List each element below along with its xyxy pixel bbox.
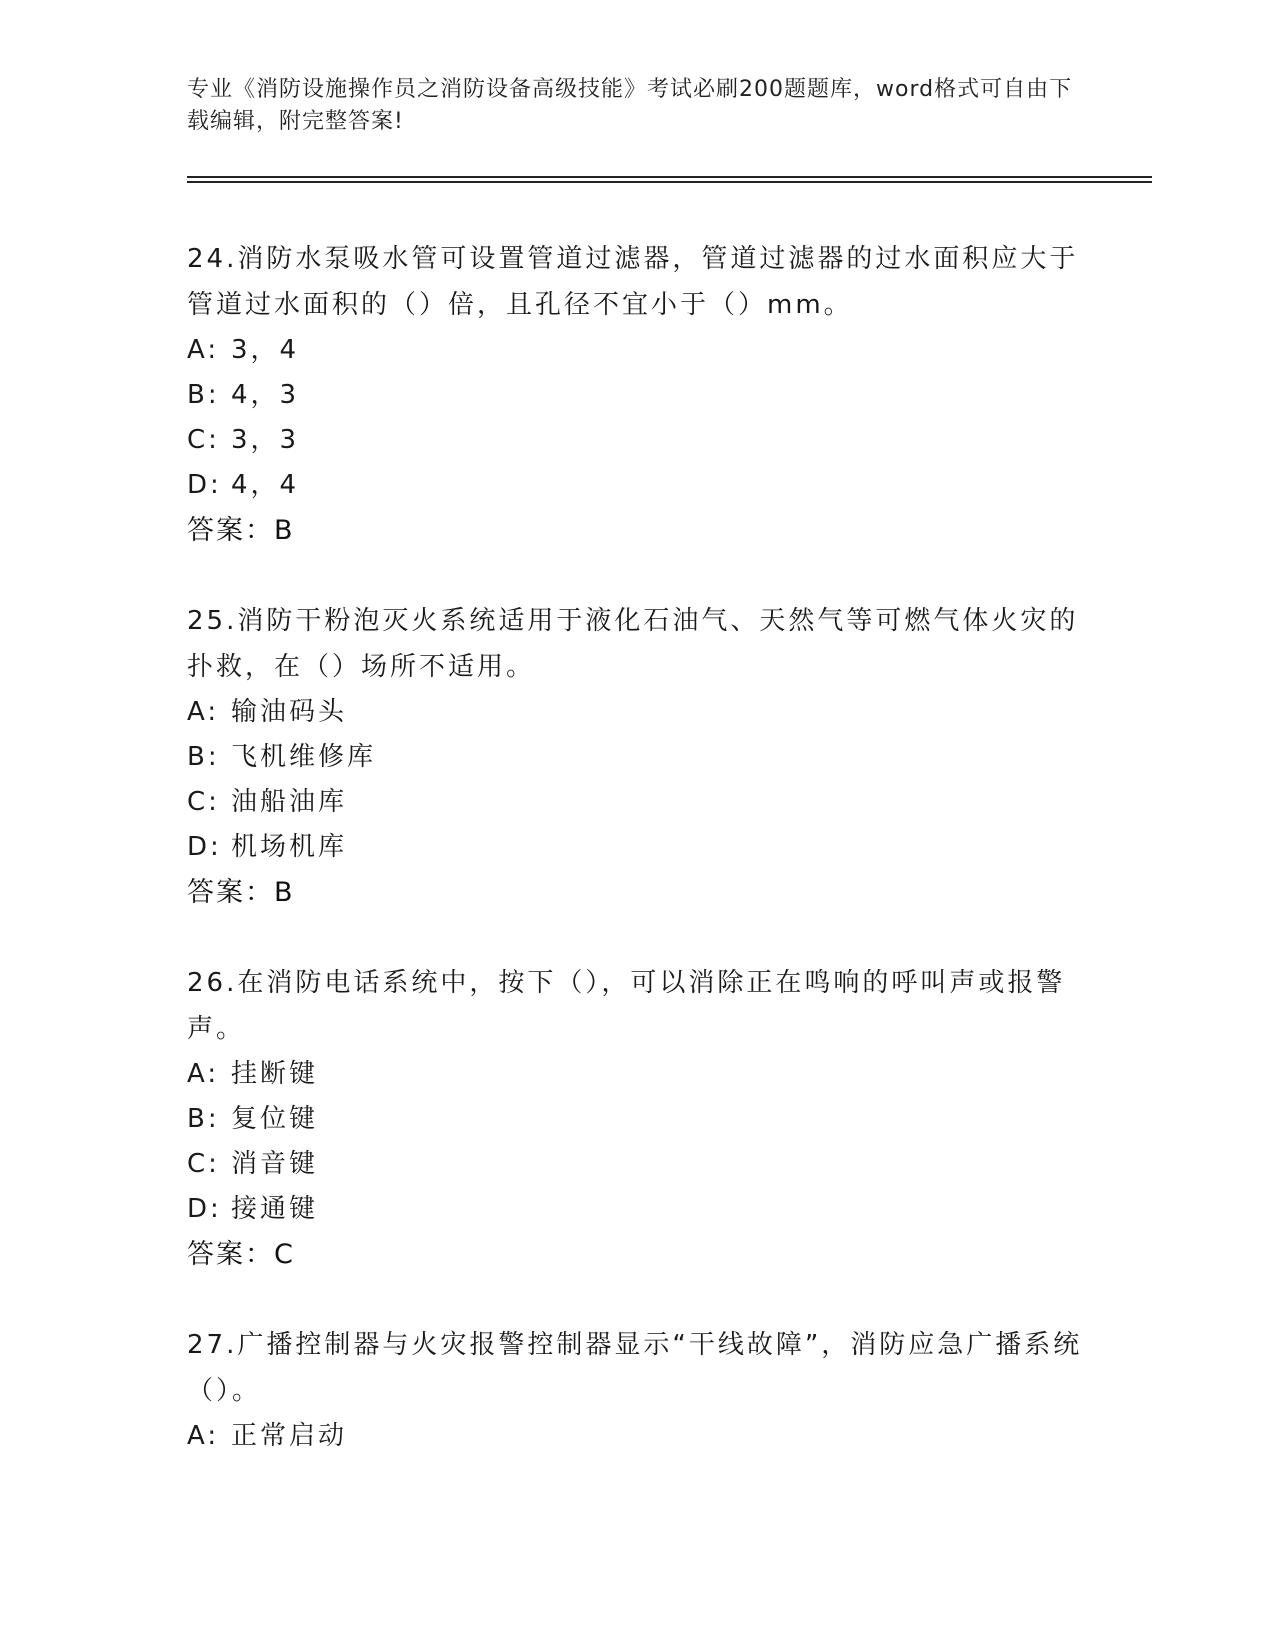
question-stem: 26.在消防电话系统中，按下（），可以消除正在鸣响的呼叫声或报警声。 — [187, 968, 1066, 1044]
option-letter: A: — [187, 697, 220, 727]
question-stem: 24.消防水泵吸水管可设置管道过滤器，管道过滤器的过水面积应大于管道过水面积的（）倍，且孔径不宜小于（）mm。 — [187, 244, 1079, 320]
question-stem: 27.广播控制器与火灾报警控制器显示“干线故障”，消防应急广播系统（）。 — [187, 1330, 1083, 1406]
question-list — [187, 236, 1087, 1503]
option-letter: A: — [187, 1059, 220, 1089]
option-letter: D: — [187, 1194, 222, 1224]
header-divider-top — [187, 176, 1152, 178]
option-letter: C: — [187, 425, 220, 455]
option-text: 消音键 — [231, 1149, 319, 1179]
answer-line: 答案：C — [187, 1239, 295, 1270]
question-25 — [187, 598, 1087, 916]
option-text: 飞机维修库 — [231, 742, 377, 772]
option-c — [187, 1142, 1087, 1187]
option-letter: B: — [187, 742, 220, 772]
option-a — [187, 1052, 1087, 1097]
option-letter: B: — [187, 380, 220, 410]
option-c — [187, 780, 1087, 825]
option-text: 挂断键 — [231, 1059, 319, 1089]
option-text: 3，4 — [231, 335, 300, 365]
option-a — [187, 690, 1087, 735]
option-letter: C: — [187, 1149, 220, 1179]
question-27 — [187, 1322, 1087, 1459]
option-text: 机场机库 — [231, 832, 348, 862]
option-a — [187, 328, 1087, 373]
option-letter: A: — [187, 1421, 220, 1451]
option-b — [187, 735, 1087, 780]
option-letter: D: — [187, 470, 222, 500]
option-text: 输油码头 — [231, 697, 348, 727]
option-text: 正常启动 — [231, 1421, 348, 1451]
document-header: 专业《消防设施操作员之消防设备高级技能》考试必刷200题题库，word格式可自由下载编辑，附完整答案! — [187, 77, 1073, 134]
option-letter: A: — [187, 335, 220, 365]
option-letter: B: — [187, 1104, 220, 1134]
option-b — [187, 373, 1087, 418]
option-d — [187, 1187, 1087, 1232]
option-text: 油船油库 — [231, 787, 348, 817]
option-b — [187, 1097, 1087, 1142]
option-text: 接通键 — [231, 1194, 319, 1224]
option-c — [187, 418, 1087, 463]
option-d — [187, 825, 1087, 870]
answer-line: 答案：B — [187, 877, 295, 908]
option-text: 4，3 — [231, 380, 300, 410]
option-d — [187, 463, 1087, 508]
header-divider-bottom — [187, 181, 1152, 183]
option-text: 4，4 — [231, 470, 300, 500]
option-text: 3，3 — [231, 425, 300, 455]
answer-line: 答案：B — [187, 515, 295, 546]
option-letter: C: — [187, 787, 220, 817]
option-letter: D: — [187, 832, 222, 862]
question-26 — [187, 960, 1087, 1278]
question-24 — [187, 236, 1087, 554]
option-a — [187, 1414, 1087, 1459]
option-text: 复位键 — [231, 1104, 319, 1134]
question-stem: 25.消防干粉泡灭火系统适用于液化石油气、天然气等可燃气体火灾的扑救，在（）场所不适用。 — [187, 606, 1079, 682]
